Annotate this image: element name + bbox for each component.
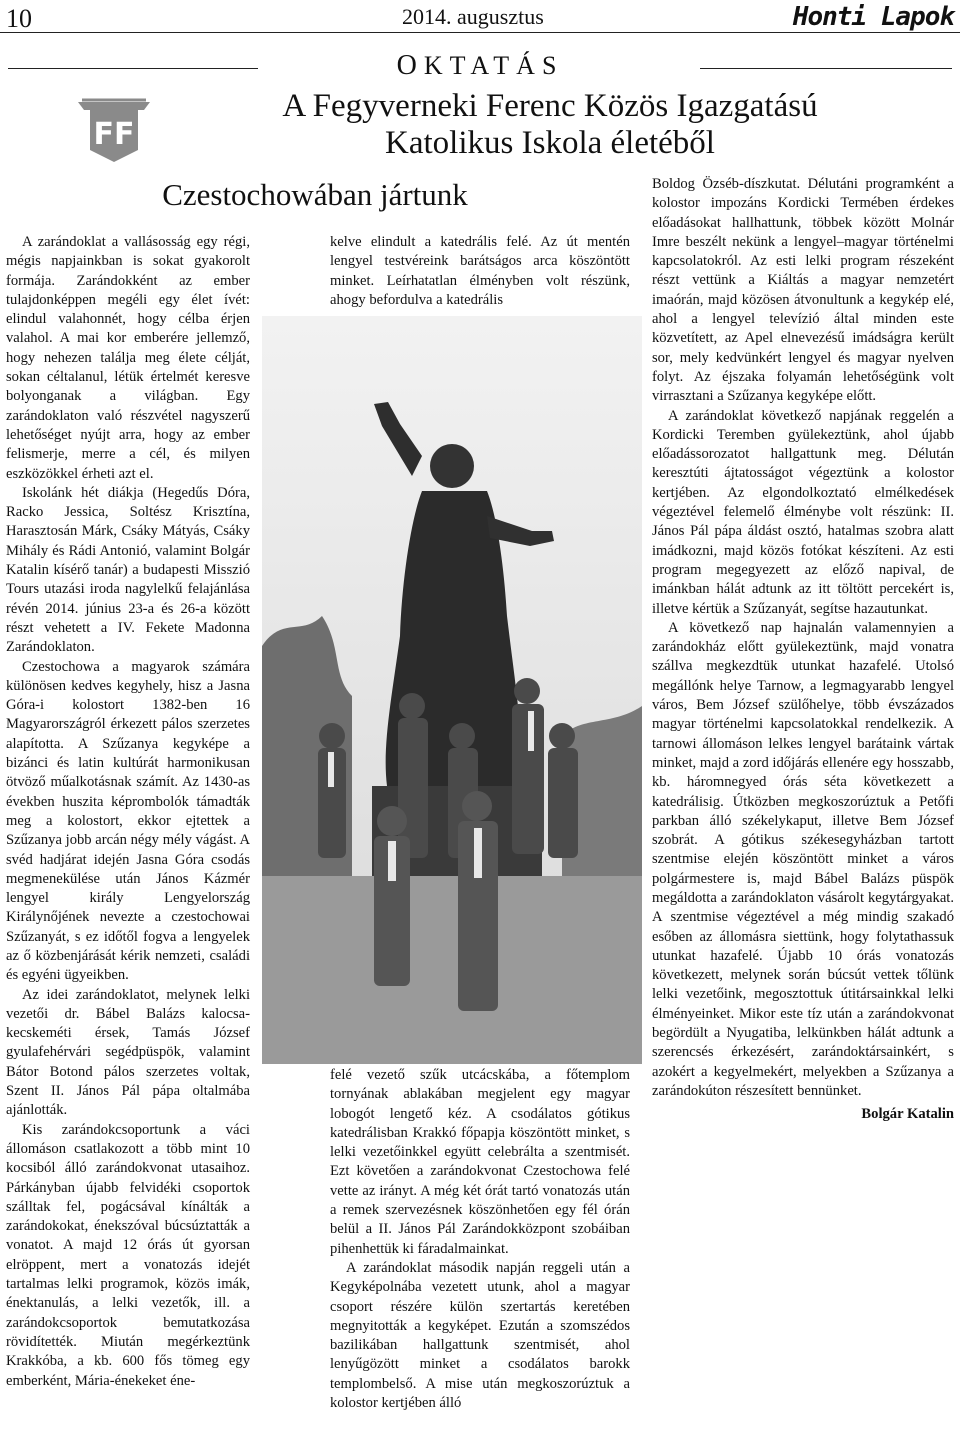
column-3 [652,175,954,1125]
col3-para: A következő nap hajnalán valamennyien a zarándokház előtt gyülekeztünk, majd vonatra szállva megkezdtük utunkat hazafelé. Utolsó megállónk helye Tarnow, a legmagyarabb lengyel város, Bem József szülőhelye, több évszázados magyar történelmi kapcsolatokkal rendelkezik. A tarnowi állomáson lelkes lengyel barátaink vártak minket, majd a zord időjárás ellenére egy hosszabb, kb. háromnegyed órás séta következett a katedrálisig. Útközben megkoszorúztuk a Petőfi parkban álló székelykaput, illetve Bem József szobrát. A gótikus székesegyházban tartott szentmise elején köszöntött minket a város polgármestere is, majd Bábel Balázs püspök megáldotta a zarándoklaton vásárolt kegytárgyakat. A szentmise végeztével a még mindig szakadó esőben az állomásra siettünk, hogy folytathassuk utunkat hazafelé. Újabb 10 órás vonatozás következett, melynek során búcsút vettek tőlünk lelki vezetőink, megosztottuk útitársainkkal lelki élményeinket. Mikor este tíz után a zarándokvonat begördült a Nyugatiba, lelkünkben hálát adtunk a szerencsés érkezésért, zarándoktársainkért, s azokért a kegyelmekért, melyekben a Szűzanya a zarándokúton részesített bennünket. [652,619,954,1099]
school-logo [72,96,156,166]
column-2-bottom [330,1066,630,1413]
header-rule [0,32,960,33]
col1-para: A zarándoklat a vallásosság egy régi, mégis napjainkban is sokat gyakorolt formája. Zarándokként az ember tulajdonképpen megéli egy élet ívét: elindul valahonnét, hogy célba érjen valahol. A mai kor emberére jellemző, hogy nehezen találja meg élete célját, sokan céltalanul, létük értelmét keresve bolyonganak a világban. Egy zarándoklaton való részvétel nagyszerű lehetőséget nyújt arra, hogy az ember felismerje, merre a cél, és milyen eszközökkel érheti azt el. [6,234,250,482]
article-subtitle: Czestochowában jártunk [162,177,468,212]
group-photo-statue [262,316,642,1064]
newspaper-name: Honti Lapok [792,2,954,32]
issue-date: 2014. augusztus [402,4,544,29]
article-title [250,88,850,162]
section-rule-right [700,68,952,69]
col2-bottom-para: A zarándoklat második napján reggeli után a Kegyképolnába vezetett utunk, ahol a magyar csoport részére külön szertartás keretében megnyitották a kegyképet. Ezután a szomszédos bazilikában hallgattunk szentmisét, ahol lenyűgözött minket a csodálatos barokk templombelső. A mise után megkoszorúztuk a kolostor kertjében álló [330,1259,630,1412]
title-line-2: Katolikus Iskola életéből [385,125,715,161]
col2-top-para: kelve elindult a katedrális felé. Az út mentén lengyel testvéreink barátságos arca köszöntött minket. Leírhatatlan élményben volt részünk, ahogy befordulva a katedrális [330,234,630,308]
section-label: OKTATÁS [396,50,564,81]
section-heading [380,50,580,82]
author-byline: Bolgár Katalin [861,1106,954,1123]
section-rule-left [8,68,258,69]
col1-para: Czestochowa a magyarok számára különösen kedves kegyhely, hisz a Jasna Góra-i kolostort 1382-ben 16 Magyarországról érkezett pálos szerzetes alapította. A Szűzanya kegyképe a bizánci és latin kultúrát harmonikusan ötvöző műalkotásnak számít. Az 1430-as években huszita képrombolók támadták meg a kolostort, ekkor ejtettek a Szűzanya jobb arcán négy mély vágást. A svéd hadjárat idején Jasna Góra csodás megmenekülése után János Kázmér lengyel király Lengyelország Királynőjének nevezte a czestochowai Szűzanyát, s ez időtől fogva a lengyelek az ő közbenjárását kérik nemzeti, családi és egyéni ügyeikben. [6,658,250,984]
col2-bottom-para: felé vezető szűk utcácskába, a főtemplom tornyának ablakában megjelent egy magyar lobogót lengető kéz. A csodálatos gótikus katedrálisban Krakkó főpapja köszöntött minket, s lelki vezetőinkkel együtt celebrálta a szentmisét. Ezt követően a zarándokvonat Czestochowa felé vette az irányt. A még két órát tartó vonatozás után a remek szervezésnek köszönhetően egy fél órán belül a II. János Pál Zarándokközpont szobáiban pihenhettük ki fáradalmainkat. [330,1067,630,1257]
column-1 [6,233,250,1391]
col3-para: Boldog Özséb-díszkutat. Délutáni programként a kolostor impozáns Kordicki Termében érdekes előadásokat hallhattunk, többek között Molnár Imre beszélt nekünk a lengyel–magyar történelmi kapcsolatokról. Az esti lelki program részeként részt vettünk a Kiáltás a magyar nemzetért imaórán, majd közösen átvonultunk a kegykép elé, ahol a lengyel televízió által minden este közvetített, az Apel elnevezésű imádságra került sor, mely kedvünkért lengyel és magyar nyelven folyt. Az éjszaka folyamán lehetőségünk volt virrasztani a Szűzanya kegyképe előtt. [652,176,954,405]
col1-para: Iskolánk hét diákja (Hegedűs Dóra, Racko Jessica, Soltész Krisztína, Harasztosán Márk, Csáky Mátyás, Csáky Mihály és Rádi Antonió, valamint Bolgár Katalin kísérő tanár) a budapesti Misszió Tours utazási iroda nagylelkű felajánlása révén 2014. június 23-a és 26-a között részt vehetett a IV. Fekete Madonna Zarándoklaton. [6,484,250,656]
col1-para: Az idei zarándoklatot, melynek lelki vezetői dr. Bábel Balázs kalocsa-kecskeméti érsek, Tamás József gyulafehérvári segédpüspök, valamint Bátor Botond pálos szerzetes voltak, Szent II. János Pál pápa oltalmába ajánlották. [6,986,250,1119]
col3-para: A zarándoklat következő napjának reggelén a Kordicki Teremben gyülekeztünk, ahol újabb előadássorozatot hallgattunk meg. Délután keresztúti ájtatosságot végeztünk a kolostor kertjében. Az elgondolkoztató elmélkedések végeztével felemelő élménybe volt részünk: II. János Pál pápa áldást osztó, hatalmas szobra alatt imádkozni, majd közös fotókat készíteni. Az esti program megegyezett az előző napival, de imánkban hálát adtunk az itt töltött percekért is, illetve kértük a Szűzanyát, segítse hazautunkat. [652,407,954,617]
title-line-1: A Fegyverneki Ferenc Közös Igazgatású [282,88,818,124]
col1-para: Kis zarándokcsoportunk a váci állomáson csatlakozott a több mint 10 kocsiból álló zarándokvonat utasaihoz. Párkányban újabb felvidéki csoportok szálltak fel, pogácsával kínálták a zarándokokat, énekszóval búcsúztatták a vonatot. A majd 12 órás út gyorsan elröppent, mert a vonatozás idejét tartalmas lelki programok, közös imák, énektanulás, a lelki vezetők, ill. a zarándokcsoportok bemutatkozása rövidítették. Miután megérkeztünk Krakkóba, a kb. 600 fős tömeg egy emberként, Mária-énekeket éne- [6,1121,250,1389]
page-number: 10 [6,4,32,33]
column-2-top [330,233,630,310]
logo-text: FF [93,117,135,152]
